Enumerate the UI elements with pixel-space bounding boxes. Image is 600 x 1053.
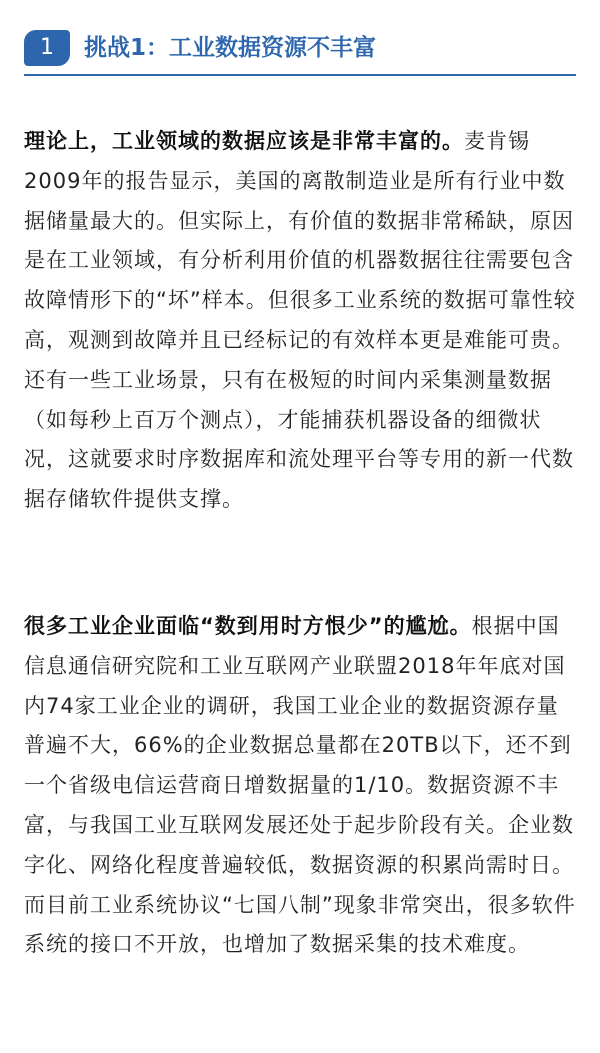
header-divider [24, 74, 576, 76]
paragraph-1-lead: 理论上，工业领域的数据应该是非常丰富的。 [24, 129, 464, 153]
section-title: 挑战1：工业数据资源不丰富 [84, 35, 377, 61]
paragraph-1 [24, 122, 576, 520]
paragraph-2-lead: 很多工业企业面临“数到用时方恨少”的尴尬。 [24, 614, 472, 638]
paragraph-2 [24, 607, 576, 965]
section-number-badge: 1 [24, 30, 70, 66]
paragraph-1-body: 麦肯锡2009年的报告显示，美国的离散制造业是所有行业中数据储量最大的。但实际上，有价值的数据非常稀缺，原因是在工业领域，有分析利用价值的机器数据往往需要包含故障情形下的“坏”样本。但很多工业系统的数据可靠性较高，观测到故障并且已经标记的有效样本更是难能可贵。还有一些工业场景，只有在极短的时间内采集测量数据（如每秒上百万个测点），才能捕获机器设备的细微状况，这就要求时序数据库和流处理平台等专用的新一代数据存储软件提供支撑。 [24, 129, 576, 512]
section-header [24, 30, 576, 76]
paragraph-2-body: 根据中国信息通信研究院和工业互联网产业联盟2018年年底对国内74家工业企业的调研，我国工业企业的数据资源存量普遍不大，66%的企业数据总量都在20TB以下，还不到一个省级电信运营商日增数据量的1/10。数据资源不丰富，与我国工业互联网发展还处于起步阶段有关。企业数字化、网络化程度普遍较低，数据资源的积累尚需时日。而目前工业系统协议“七国八制”现象非常突出，很多软件系统的接口不开放，也增加了数据采集的技术难度。 [24, 614, 576, 957]
